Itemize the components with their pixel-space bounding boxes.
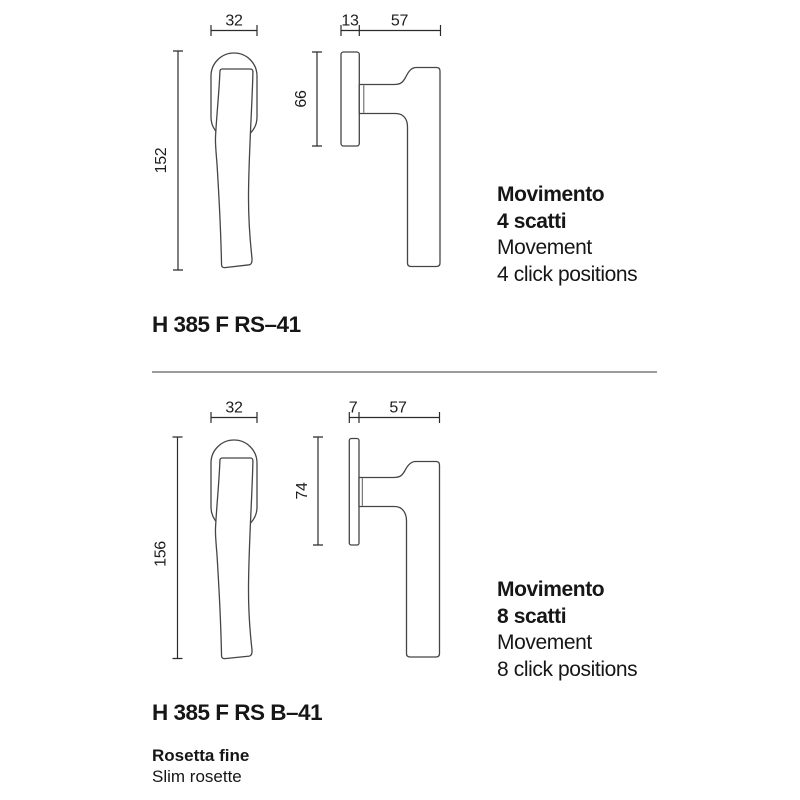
side-view-bottom [349, 439, 439, 658]
handle-lever-outline [215, 458, 252, 659]
dim-rosette-height-line [312, 52, 322, 146]
front-view-bottom [211, 440, 257, 659]
product-code-top: H 385 F RS–41 [152, 312, 301, 337]
technical-drawing-bottom [0, 390, 800, 690]
handle-side-outline [359, 462, 440, 658]
handle-lever-outline [215, 69, 252, 268]
dim-projection-label: 57 [389, 399, 407, 417]
rosette-outline [349, 439, 359, 546]
dim-length-label: 152 [153, 147, 170, 174]
dim-projection-label: 57 [390, 12, 409, 30]
dim-width-label: 32 [225, 12, 243, 30]
caption-subtitle-en: 8 click positions [497, 657, 638, 681]
caption-subtitle-it: 8 scatti [497, 604, 567, 628]
dim-rosette-height-label: 74 [294, 482, 311, 500]
dim-rosette-height-line [313, 437, 323, 545]
footnote-it: Rosetta fine [152, 746, 250, 765]
dim-length-label: 156 [152, 541, 170, 567]
dimensions-top [153, 13, 441, 271]
caption-title-en: Movement [497, 631, 592, 654]
caption-title-it: Movimento [497, 578, 605, 601]
footnote-en: Slim rosette [152, 766, 242, 786]
handle-side-outline [359, 68, 440, 267]
movement-caption-bottom [497, 577, 637, 683]
rosette-footnote [152, 746, 249, 787]
dim-length-line [173, 437, 183, 659]
caption-subtitle-en: 4 click positions [497, 262, 638, 286]
side-view-top [341, 52, 440, 267]
caption-title-it: Movimento [497, 183, 605, 206]
dim-rosette-thickness-label: 7 [348, 399, 358, 417]
movement-caption-top [497, 182, 637, 288]
product-code-bottom: H 385 F RS B–41 [152, 700, 323, 725]
dim-rosette-height-label: 66 [293, 90, 310, 108]
dimensions-bottom [153, 400, 440, 659]
front-view-top [211, 53, 257, 268]
technical-drawing-top [0, 0, 800, 310]
caption-title-en: Movement [497, 236, 592, 259]
rosette-outline [341, 52, 359, 146]
dim-rosette-thickness-label: 13 [341, 12, 359, 30]
section-divider [152, 371, 657, 373]
dim-width-label: 32 [225, 399, 243, 417]
dim-length-line [173, 51, 183, 270]
caption-subtitle-it: 4 scatti [497, 209, 567, 233]
